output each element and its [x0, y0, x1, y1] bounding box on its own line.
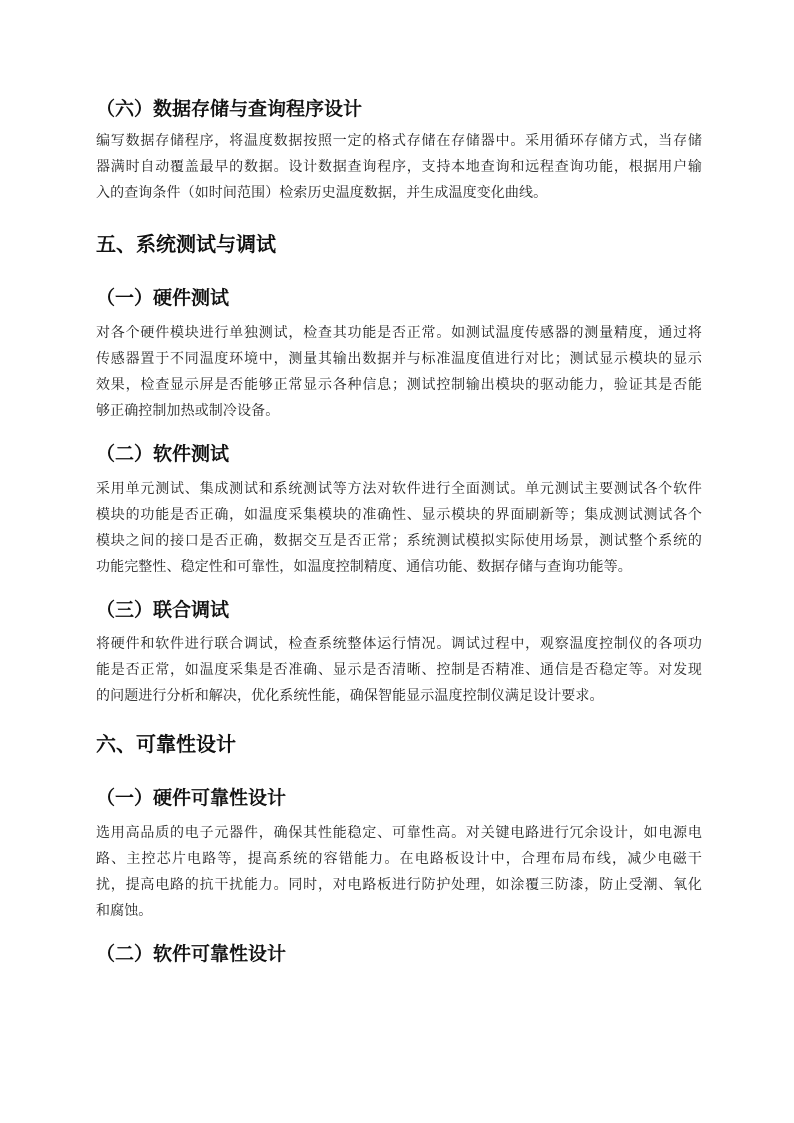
- paragraph-line: 选用高品质的电子元器件，确保其性能稳定、可靠性高。对关键电路进行冗余设计，如电源电: [96, 825, 702, 841]
- paragraph-data-storage-query: [96, 128, 702, 206]
- paragraph-joint-debug: [96, 631, 702, 709]
- heading-hardware-test: （一）硬件测试: [96, 287, 230, 309]
- heading-reliability-design: 六、可靠性设计: [96, 732, 236, 756]
- heading-software-reliability: （二）软件可靠性设计: [96, 943, 287, 965]
- paragraph-line: 效果，检查显示屏是否能够正常显示各种信息；测试控制输出模块的驱动能力，验证其是否能: [96, 377, 702, 393]
- heading-hardware-reliability: （一）硬件可靠性设计: [96, 787, 287, 809]
- paragraph-line: 将硬件和软件进行联合调试，检查系统整体运行情况。调试过程中，观察温度控制仪的各项功: [96, 636, 702, 652]
- paragraph-line: 传感器置于不同温度环境中，测量其输出数据并与标准温度值进行对比；测试显示模块的显示: [96, 351, 702, 367]
- paragraph-line: 编写数据存储程序，将温度数据按照一定的格式存储在存储器中。采用循环存储方式，当存储: [96, 133, 702, 149]
- paragraph-hardware-reliability: [96, 820, 702, 924]
- heading-joint-debug: （三）联合调试: [96, 599, 230, 621]
- heading-system-test-debug: 五、系统测试与调试: [96, 232, 276, 256]
- paragraph-software-test: [96, 476, 702, 580]
- paragraph-line: 和腐蚀。: [96, 903, 153, 919]
- paragraph-line: 对各个硬件模块进行单独测试，检查其功能是否正常。如测试温度传感器的测量精度，通过将: [96, 325, 702, 341]
- paragraph-hardware-test: [96, 320, 702, 424]
- paragraph-line: 路、主控芯片电路等，提高系统的容错能力。在电路板设计中，合理布局布线，减少电磁干: [96, 851, 702, 867]
- paragraph-line: 入的查询条件（如时间范围）检索历史温度数据，并生成温度变化曲线。: [96, 185, 548, 201]
- paragraph-line: 够正确控制加热或制冷设备。: [96, 403, 280, 419]
- paragraph-line: 模块的功能是否正确，如温度采集模块的准确性、显示模块的界面刷新等；集成测试测试各个: [96, 507, 702, 523]
- paragraph-line: 能是否正常，如温度采集是否准确、显示是否清晰、控制是否精准、通信是否稳定等。对发现: [96, 662, 702, 678]
- paragraph-line: 功能完整性、稳定性和可靠性，如温度控制精度、通信功能、数据存储与查询功能等。: [96, 559, 632, 575]
- paragraph-line: 采用单元测试、集成测试和系统测试等方法对软件进行全面测试。单元测试主要测试各个软件: [96, 481, 702, 497]
- paragraph-line: 的问题进行分析和解决，优化系统性能，确保智能显示温度控制仪满足设计要求。: [96, 688, 604, 704]
- heading-software-test: （二）软件测试: [96, 443, 230, 465]
- heading-data-storage-query: （六）数据存储与查询程序设计: [96, 98, 363, 120]
- paragraph-line: 器满时自动覆盖最早的数据。设计数据查询程序，支持本地查询和远程查询功能，根据用户输: [96, 159, 702, 175]
- paragraph-line: 模块之间的接口是否正确，数据交互是否正常；系统测试模拟实际使用场景，测试整个系统的: [96, 533, 702, 549]
- paragraph-line: 扰，提高电路的抗干扰能力。同时，对电路板进行防护处理，如涂覆三防漆，防止受潮、氧化: [96, 877, 702, 893]
